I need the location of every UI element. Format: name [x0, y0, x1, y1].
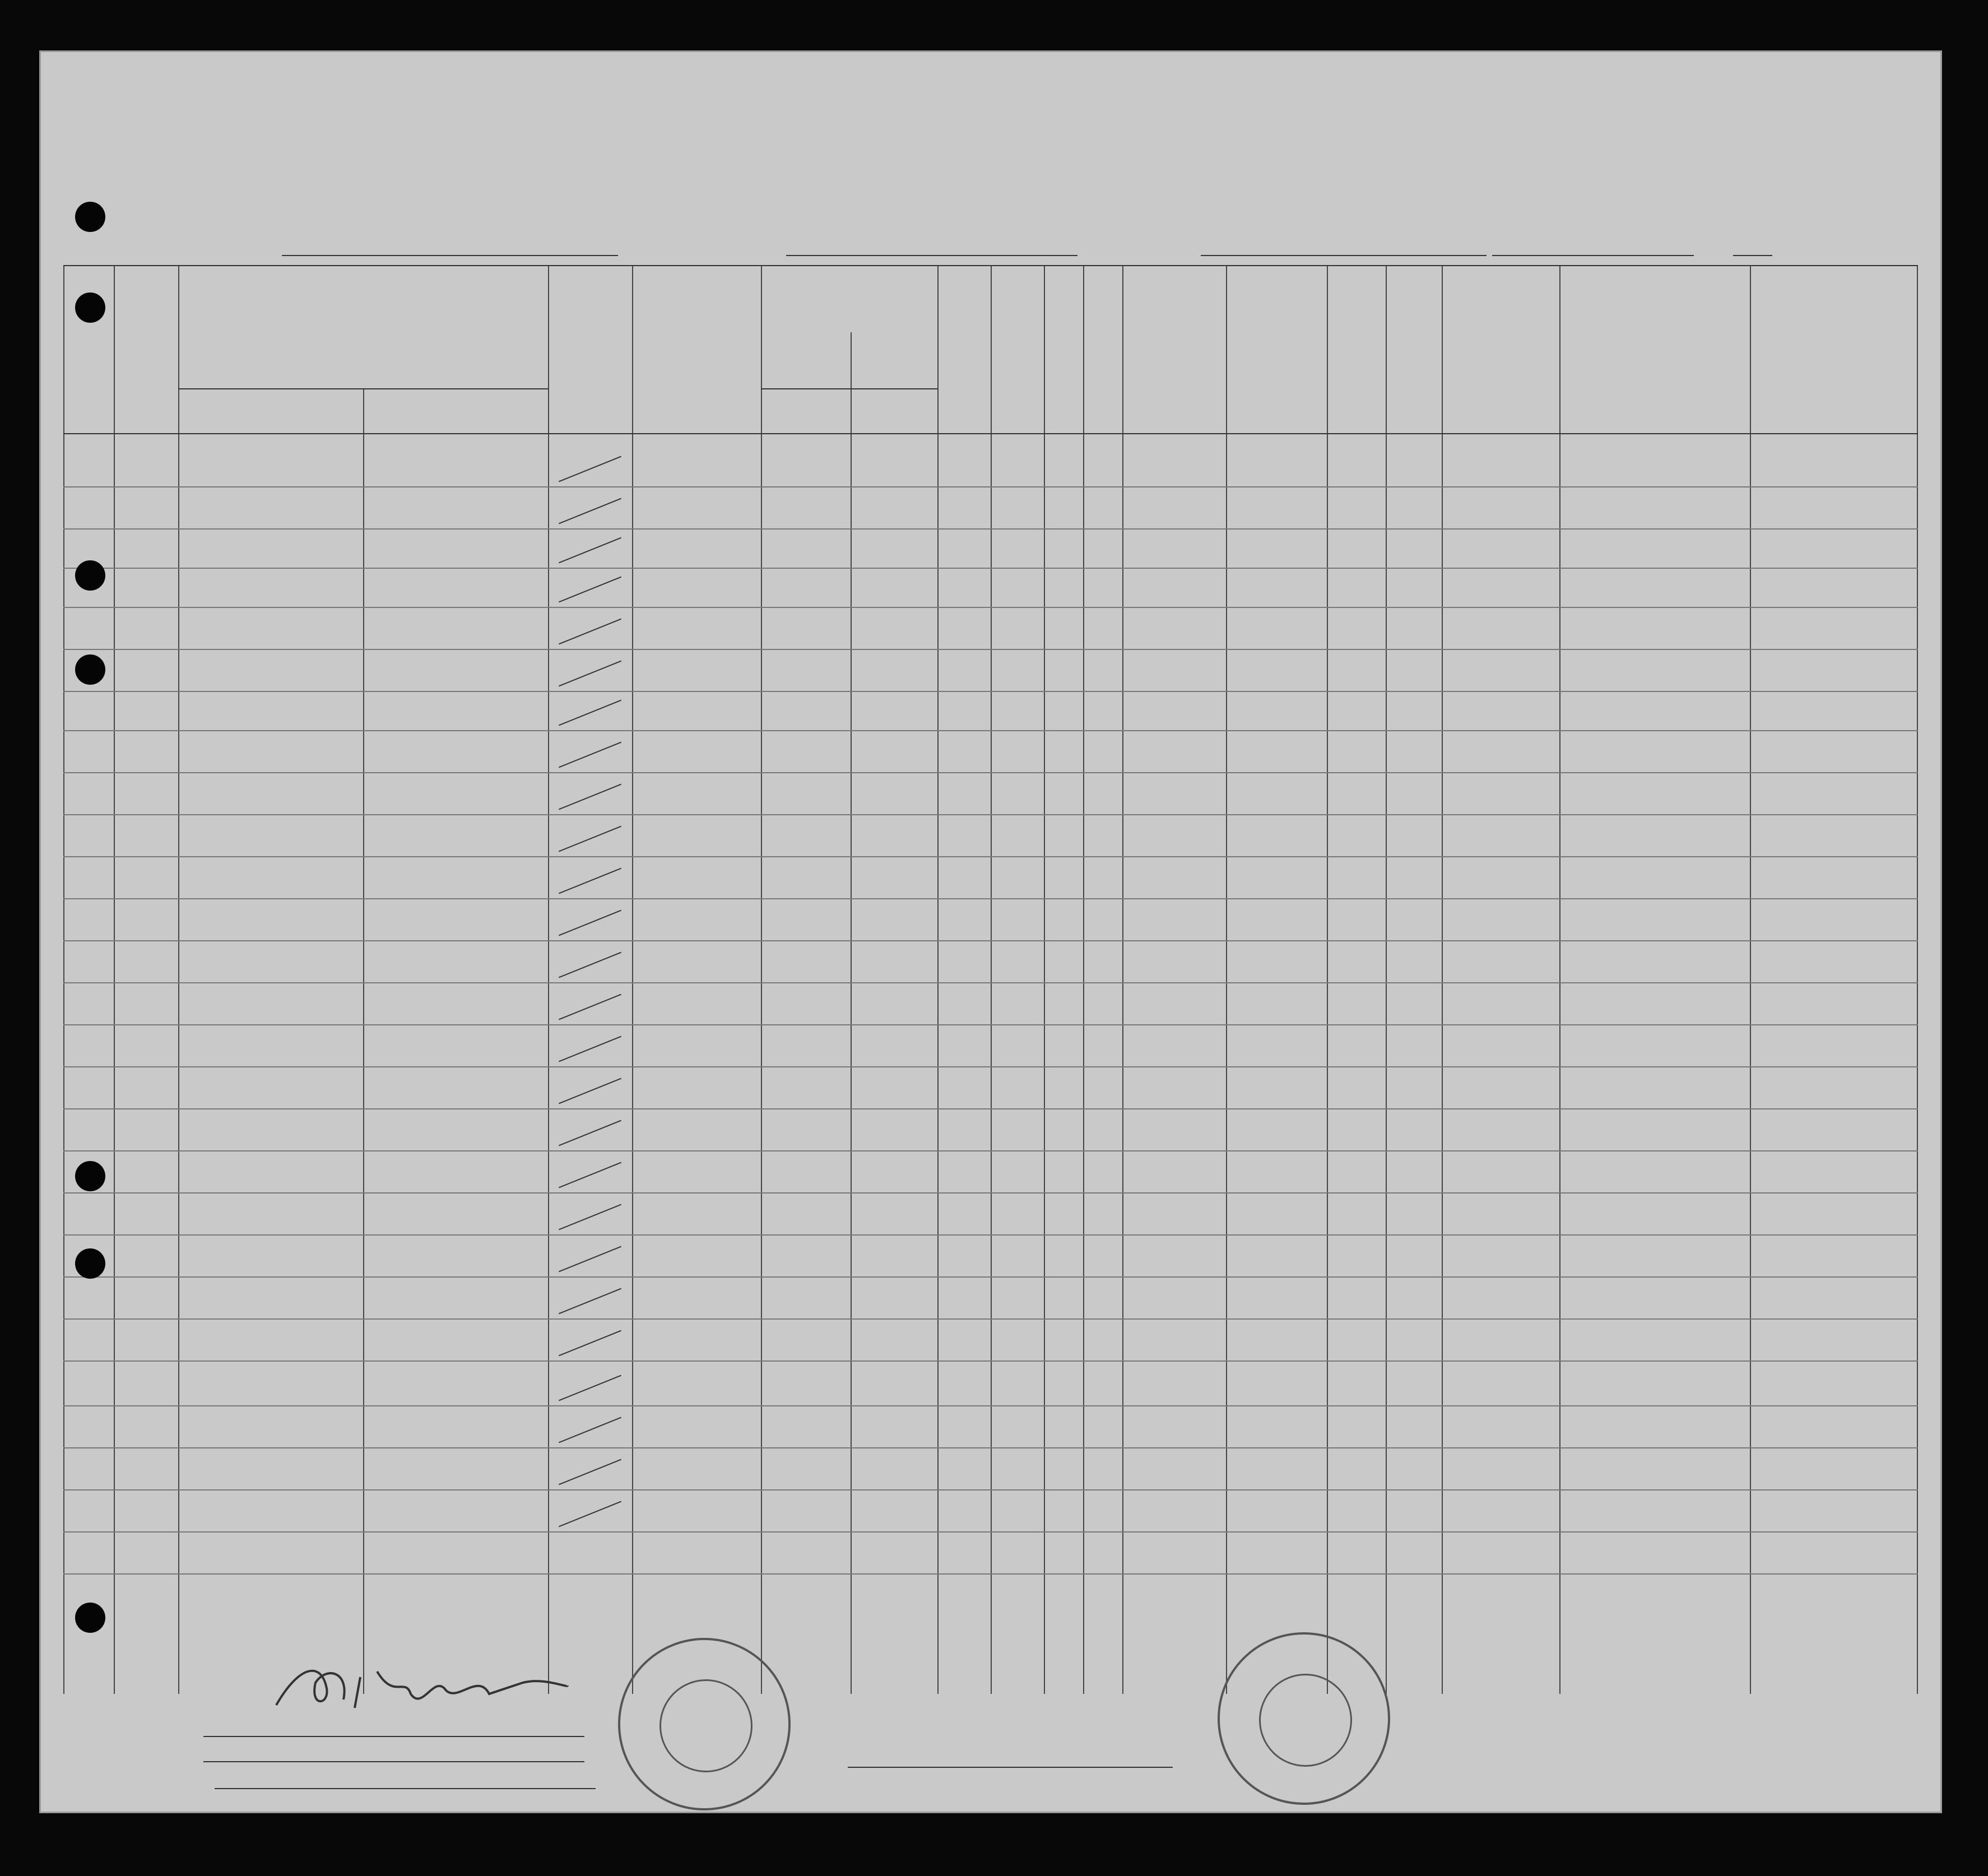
- row-rule: [63, 1360, 1918, 1362]
- row-rule: [63, 1276, 1918, 1278]
- row-rule: [63, 1234, 1918, 1236]
- service-mark: [559, 537, 621, 564]
- service-mark: [559, 784, 621, 810]
- row-rule: [63, 856, 1918, 857]
- port-stamp-left: [618, 1638, 791, 1810]
- service-mark: [559, 994, 621, 1020]
- row-rule: [63, 772, 1918, 773]
- row-rule: [63, 730, 1918, 731]
- punch-hole: [75, 292, 105, 323]
- row-rule: [63, 568, 1918, 569]
- service-mark: [559, 498, 621, 524]
- service-mark: [559, 1375, 621, 1401]
- row-rule: [63, 1066, 1918, 1067]
- row-rule: [63, 898, 1918, 899]
- punch-hole: [75, 654, 105, 685]
- row-rule: [63, 1024, 1918, 1025]
- service-mark: [559, 868, 621, 894]
- punch-hole: [75, 560, 105, 591]
- punch-hole: [75, 1161, 105, 1191]
- service-mark: [559, 1036, 621, 1062]
- row-rule: [63, 1573, 1918, 1575]
- service-mark: [559, 1330, 621, 1357]
- row-rule: [63, 1447, 1918, 1448]
- row-rule: [63, 528, 1918, 530]
- service-mark: [559, 952, 621, 978]
- row-rule: [63, 814, 1918, 815]
- crew-table: [63, 265, 1918, 1694]
- manifest-sheet: [39, 50, 1942, 1813]
- service-mark: [559, 577, 621, 603]
- row-rule: [63, 649, 1918, 650]
- row-rule: [63, 1108, 1918, 1109]
- punch-hole: [75, 1603, 105, 1633]
- service-mark: [559, 1120, 621, 1146]
- service-mark: [559, 826, 621, 852]
- service-mark: [559, 700, 621, 726]
- row-rule: [63, 1405, 1918, 1406]
- row-rule: [63, 1318, 1918, 1320]
- row-rule: [63, 982, 1918, 983]
- row-rule: [63, 940, 1918, 941]
- punch-hole: [75, 202, 105, 232]
- service-mark: [559, 742, 621, 768]
- service-mark: [559, 1078, 621, 1104]
- port-stamp-right: [1218, 1632, 1390, 1805]
- service-mark: [559, 910, 621, 936]
- service-mark: [559, 1246, 621, 1273]
- service-mark: [559, 661, 621, 687]
- service-mark: [559, 456, 621, 482]
- service-mark: [559, 1162, 621, 1188]
- row-rule: [63, 1150, 1918, 1151]
- row-rule: [63, 486, 1918, 487]
- service-mark: [559, 1417, 621, 1443]
- punch-hole: [75, 1248, 105, 1279]
- service-mark: [559, 1204, 621, 1230]
- row-rule: [63, 607, 1918, 608]
- row-rule: [63, 1192, 1918, 1194]
- row-rule: [63, 1531, 1918, 1533]
- service-mark: [559, 619, 621, 645]
- signature: [265, 1655, 579, 1722]
- service-mark: [559, 1501, 621, 1527]
- service-mark: [559, 1459, 621, 1485]
- row-rule: [63, 1489, 1918, 1490]
- row-rule: [63, 691, 1918, 692]
- service-mark: [559, 1288, 621, 1315]
